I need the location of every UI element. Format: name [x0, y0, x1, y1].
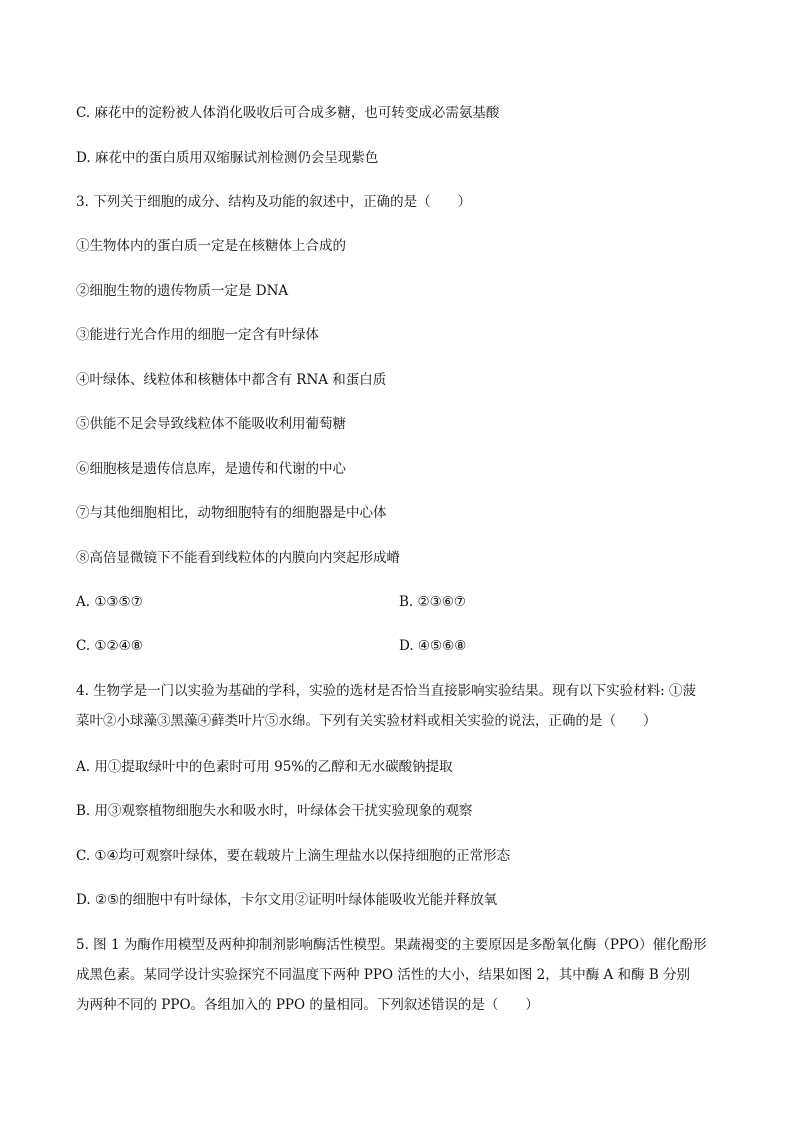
q4-stem-line-2: 菜叶②小球藻③黑藻④藓类叶片⑤水绵。下列有关实验材料或相关实验的说法，正确的是（ ）: [76, 713, 657, 729]
q3-option-a: A. ①③⑤⑦: [76, 594, 143, 610]
q3-option-c: C. ①②④⑧: [76, 638, 143, 654]
q4-option-c: C. ①④均可观察叶绿体，要在载玻片上滴生理盐水以保持细胞的正常形态: [76, 848, 511, 864]
q4-option-a: A. 用①提取绿叶中的色素时可用 95%的乙醇和无水碳酸钠提取: [76, 759, 453, 775]
q4-stem: [76, 676, 720, 736]
q3-statement-4: ④叶绿体、线粒体和核糖体中都含有 RNA 和蛋白质: [76, 372, 387, 388]
q3-option-b: B. ②③⑥⑦: [399, 594, 466, 610]
q4-stem-line-1: 4. 生物学是一门以实验为基础的学科，实验的选材是否恰当直接影响实验结果。现有以下实验材料: ①菠: [76, 683, 697, 699]
q3-statement-2: ②细胞生物的遗传物质一定是 DNA: [76, 283, 289, 299]
q4-option-b: B. 用③观察植物细胞失水和吸水时，叶绿体会干扰实验现象的观察: [76, 803, 473, 819]
q3-statement-7: ⑦与其他细胞相比，动物细胞特有的细胞器是中心体: [76, 505, 387, 521]
q5-stem-line-2: 成黑色素。某同学设计实验探究不同温度下两种 PPO 活性的大小，结果如图 2，其中酶 A 和酶 B 分别: [76, 967, 691, 983]
q3-stem: 3. 下列关于细胞的成分、结构及功能的叙述中，正确的是（ ）: [76, 194, 472, 210]
q4-option-d: D. ②⑤的细胞中有叶绿体，卡尔文用②证明叶绿体能吸收光能并释放氧: [76, 892, 498, 908]
q3-option-d: D. ④⑤⑥⑧: [399, 638, 467, 654]
q3-statement-8: ⑧高倍显微镜下不能看到线粒体的内膜向内突起形成嵴: [76, 550, 400, 566]
q3-statement-6: ⑥细胞核是遗传信息库，是遗传和代谢的中心: [76, 461, 346, 477]
q3-statement-3: ③能进行光合作用的细胞一定含有叶绿体: [76, 327, 319, 343]
q5-stem-line-3: 为两种不同的 PPO。各组加入的 PPO 的量相同。下列叙述错误的是（ ）: [76, 997, 539, 1013]
q5-stem-line-1: 5. 图 1 为酶作用模型及两种抑制剂影响酶活性模型。果蔬褐变的主要原因是多酚氧化酶（PPO）催化酚形: [76, 937, 707, 953]
q3-statement-5: ⑤供能不足会导致线粒体不能吸收利用葡萄糖: [76, 416, 346, 432]
q2-option-c: C. 麻花中的淀粉被人体消化吸收后可合成多糖，也可转变成必需氨基酸: [76, 105, 500, 121]
q3-statement-1: ①生物体内的蛋白质一定是在核糖体上合成的: [76, 238, 346, 254]
q2-option-d: D. 麻花中的蛋白质用双缩脲试剂检测仍会呈现紫色: [76, 150, 379, 166]
q5-stem: [76, 930, 720, 1020]
